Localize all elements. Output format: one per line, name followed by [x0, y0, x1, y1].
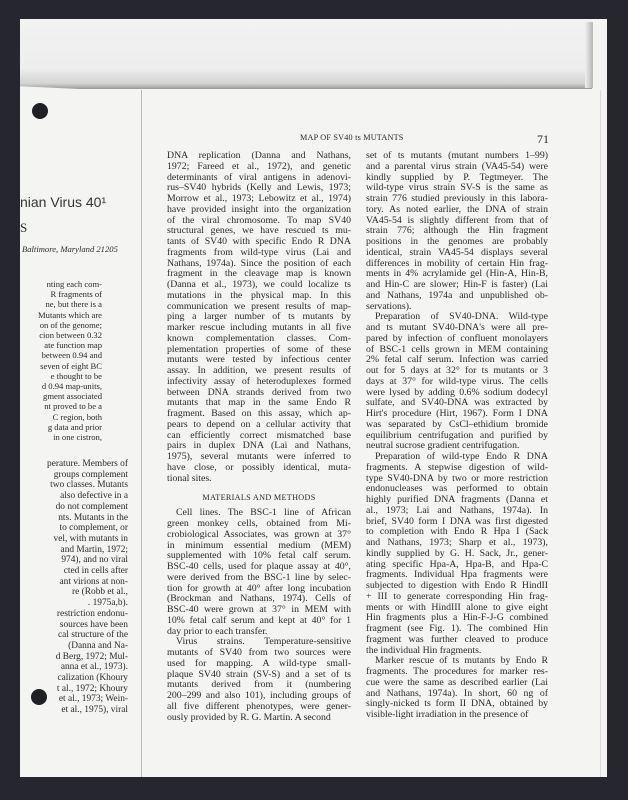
text-line: re (Robb et al.,: [72, 587, 128, 598]
text-line: e thought to be: [50, 370, 102, 381]
text-line: tory. As noted earlier, the DNA of strain: [366, 204, 548, 215]
text-line: d Berg, 1972; Mul-: [55, 651, 128, 662]
text-line: of BSC-1 cells grown in MEM containing: [366, 344, 548, 355]
text-line: 200–299 and also 101), including groups of: [167, 691, 351, 701]
text-line: 10% fetal calf serum and kept at 40° for 1: [167, 615, 351, 626]
text-line: out for 5 days at 32° for ts mutants or 3: [366, 366, 548, 376]
text-line: cal structure of the: [57, 630, 128, 641]
text-line: et al., 1975), viral: [61, 705, 128, 716]
text-line: Preparation of SV40-DNA. Wild-type: [375, 312, 548, 323]
text-line: Mutants which are: [38, 309, 102, 320]
text-line: nting each com-: [46, 279, 102, 289]
text-line: infectivity assay of heteroduplexes formed: [167, 376, 351, 387]
text-line: (Brockman and Nathans, 1974). Cells of: [167, 594, 351, 605]
text-line: wild-type virus strain SV-S is the same as: [366, 183, 548, 194]
text-line: Virus strains. Temperature-sensitive: [176, 637, 351, 648]
text-line: perature. Members of: [47, 459, 128, 469]
text-line: d 0.94 map-units,: [41, 381, 102, 392]
text-line: restriction endonu-: [56, 608, 128, 619]
text-line: ating specific Hpa-A, Hpa-B, and Hpa-C: [366, 559, 548, 570]
text-line: Preparation of wild-type Endo R DNA: [375, 452, 548, 462]
section-heading: MATERIALS AND METHODS: [202, 493, 316, 503]
text-line: ously provided by R. G. Martin. A second: [167, 712, 331, 723]
text-line: identical, strain VA45-54 displays several: [366, 247, 548, 258]
text-line: ate function map: [44, 340, 102, 351]
text-line: equilibrium centrifugation and purified by: [366, 430, 548, 441]
text-line: C region, both: [52, 411, 102, 422]
text-line: . 1975a,b).: [87, 598, 128, 609]
text-line: tants of SV40 with specific Endo R DNA: [167, 237, 351, 247]
text-line: Marker rescue of ts mutants by Endo R: [375, 656, 548, 667]
text-line: and Nathans, 1974a and unpublished ob-: [366, 290, 548, 301]
text-line: ments in 4% acrylamide gel (Hin-A, Hin-B,: [366, 269, 548, 280]
text-line: ments or with HindIII alone to give eight: [366, 602, 548, 613]
article-affiliation: Baltimore, Maryland 21205: [22, 244, 118, 254]
text-line: t al., 1972; Khoury: [56, 683, 128, 694]
text-line: Nathans, 1974a). Since the position of each: [167, 258, 351, 269]
text-line: strain 776; although the Hin fragment: [366, 226, 548, 237]
text-line: days at 37° for wild-type virus. The cells: [366, 376, 548, 387]
text-line: kindly supplied by P. Tegtmeyer. The: [366, 172, 548, 183]
text-line: Morrow et al., 1973; Lebowitz et al., 1974): [167, 194, 351, 204]
text-line: and Martin, 1972;: [60, 544, 128, 555]
text-line: to complement, or: [59, 523, 128, 534]
text-line: 1972; Fareed et al., 1972), and genetic: [167, 161, 351, 172]
text-line: of the viral chromosome. To map SV40: [167, 215, 351, 226]
text-line: and Nathans, 1974a). In short, 60 ng of: [366, 688, 548, 699]
article-authors: S: [20, 220, 28, 235]
text-line: pears to depend on a cellular activity that: [167, 419, 351, 430]
text-line: neutral sucrose gradient centrifugation.: [366, 441, 520, 452]
text-line: positions in the genomes are probably: [366, 237, 548, 247]
text-line: do not complement: [55, 501, 128, 512]
paragraph: [366, 151, 548, 312]
text-line: between DNA strands derived from two: [167, 387, 351, 398]
text-line: Hirt's procedure (Hirt, 1967). Form I DNA: [366, 409, 548, 419]
text-line: ne, but there is a: [45, 299, 102, 310]
text-column-2: [366, 151, 548, 721]
text-line: can efficiently correct mismatched base: [167, 430, 351, 441]
text-line: fragments. The procedures for marker res-: [366, 667, 548, 677]
text-line: were lysed by adding 0.6% sodium dodecyl: [366, 387, 548, 398]
text-line: two classes. Mutants: [50, 480, 128, 491]
text-line: nt proved to be a: [44, 401, 102, 412]
text-line: fragment in the cleavage map is known: [167, 269, 351, 280]
text-line: fragment. Based on this assay, which ap-: [167, 409, 351, 419]
text-line: Hin fragments plus a Hin-F-J-G combined: [366, 613, 548, 624]
text-line: fragments. Individual Hpa fragments were: [366, 570, 548, 581]
text-line: calization (Khoury: [57, 673, 128, 684]
text-line: mutants derived from it (numbering: [167, 680, 351, 691]
text-line: (Danna and Na-: [68, 640, 128, 651]
text-line: subjected to digestion with Endo R HindII: [366, 581, 548, 591]
text-line: sulfate, and SV40-DNA was extracted by: [366, 398, 548, 409]
book-gutter-fold: [141, 90, 142, 777]
text-line: cue were the same as described earlier (Lai: [366, 677, 548, 688]
text-line: crobiological Associates, was grown at 37°: [167, 529, 351, 540]
text-line: the individual Hin fragments.: [366, 645, 482, 656]
text-line: BSC-40 cells, used for plaque assay at 40°,: [167, 562, 351, 572]
text-line: R fragments of: [50, 289, 102, 300]
curled-sheet-edge: [585, 22, 593, 88]
text-line: mutants that map in the same Endo R: [167, 398, 351, 409]
paragraph: [366, 452, 548, 656]
text-line: fragment was further cleaved to produce: [366, 634, 548, 645]
text-line: pairs in duplex DNA (Lai and Nathans,: [167, 441, 351, 452]
text-column-1: [167, 151, 351, 723]
text-line: DNA replication (Danna and Nathans,: [167, 151, 351, 161]
text-line: gment associated: [43, 391, 102, 402]
text-line: pared by infection of confluent monolayers: [366, 333, 548, 344]
text-line: fragment (see Fig. 1). The combined Hin: [366, 624, 548, 634]
text-line: tion for growth at 40° after long incubation: [167, 583, 351, 594]
text-line: and ts mutant SV40-DNA's were all pre-: [366, 323, 548, 333]
text-line: mutants were tested by infectious center: [167, 355, 351, 366]
left-body-text: [47, 459, 128, 716]
text-line: in minimum essential medium (MEM): [167, 540, 351, 551]
text-line: used for mapping. A wild-type small-: [167, 658, 351, 669]
text-line: singly-nicked ts form II DNA, obtained by: [366, 699, 548, 710]
text-line: mutants of SV40 from two sources were: [167, 648, 351, 658]
text-line: al., 1973; Lai and Nathans, 1974a). In: [366, 505, 548, 516]
text-line: fragments from wild-type virus (Lai and: [167, 247, 351, 258]
text-line: to completion with Endo R Hpa I (Sack: [366, 527, 548, 538]
text-line: were derived from the BSC-1 line by selec-: [167, 572, 351, 583]
text-line: tional sites.: [167, 473, 212, 484]
text-line: marker rescue including mutants in all five: [167, 323, 351, 333]
text-line: assay. In addition, we present results of: [167, 366, 351, 376]
paragraph: [167, 151, 351, 484]
text-line: green monkey cells, obtained from Mi-: [167, 519, 351, 529]
text-line: vel, with mutants in: [53, 533, 128, 544]
text-line: type SV40-DNA by two or more restriction: [366, 473, 548, 484]
text-line: known complementation classes. Com-: [167, 333, 351, 344]
text-line: ant virions at non-: [59, 576, 128, 587]
text-line: 2% fetal calf serum. Infection was carried: [366, 355, 548, 366]
text-line: endonucleases was performed to obtain: [366, 484, 548, 495]
page-edge: [600, 90, 601, 777]
text-line: (Danna et al., 1973), we could localize ts: [167, 280, 351, 290]
paragraph: [167, 637, 351, 723]
text-line: was separated by CsCl–ethidium bromide: [366, 419, 548, 430]
text-line: fragments. A stepwise digestion of wild-: [366, 462, 548, 473]
text-line: kindly supplied by G. H. Sack, Jr., gener-: [366, 548, 548, 559]
text-line: et al., 1973; Wein-: [58, 694, 128, 705]
text-line: seven of eight BC: [40, 360, 102, 371]
text-line: on of the genome;: [39, 319, 102, 330]
text-line: nts. Mutants in the: [58, 512, 128, 523]
text-line: communication we present results of map-: [167, 301, 351, 312]
paragraph: [366, 312, 548, 452]
text-line: also defective in a: [60, 491, 128, 502]
text-line: have provided insight into the organization: [167, 204, 351, 215]
text-line: ping a larger number of ts mutants by: [167, 312, 351, 323]
text-line: visible-light irradiation in the presence of: [366, 710, 529, 720]
text-line: 1975), several mutants were inferred to: [167, 452, 351, 462]
text-line: rus–SV40 hybrids (Kelly and Lewis, 1973;: [167, 183, 351, 194]
text-line: have close, or possibly identical, muta-: [167, 462, 351, 473]
text-line: anna et al., 1973).: [60, 662, 128, 673]
text-line: differences in mobility of certain Hin frag-: [366, 258, 548, 269]
curled-sheet-shadow: [20, 19, 592, 89]
text-line: + III to generate corresponding Hin frag-: [366, 591, 548, 602]
text-line: strain 776 studied previously in this labora-: [366, 194, 548, 204]
punch-hole: [31, 689, 47, 705]
text-line: between 0.94 and: [41, 350, 102, 361]
text-line: day prior to each transfer.: [167, 626, 268, 637]
article-title: nian Virus 40¹: [20, 194, 107, 210]
text-line: VA45-54 is slightly different from that of: [366, 215, 548, 226]
text-line: in one cistron,: [53, 432, 102, 443]
punch-hole: [32, 103, 48, 119]
text-line: sources have been: [59, 619, 128, 630]
text-line: g data and prior: [47, 421, 102, 432]
running-head: MAP OF SV40 ts MUTANTS: [300, 133, 404, 142]
text-line: BSC-40 were grown at 37° in MEM with: [167, 605, 351, 615]
text-line: cted in cells after: [63, 566, 128, 577]
text-line: all five different phenotypes, were gener-: [167, 701, 351, 712]
text-line: groups complement: [53, 469, 128, 480]
text-line: supplemented with 10% fetal calf serum.: [167, 551, 351, 562]
left-page: [20, 180, 138, 740]
text-line: plementation properties of some of these: [167, 344, 351, 355]
text-line: cion between 0.32: [39, 330, 102, 341]
text-line: 974), and no viral: [61, 555, 128, 566]
abstract-text: [38, 279, 102, 442]
text-line: set of ts mutants (mutant numbers 1–99): [366, 151, 548, 161]
text-line: highly purified DNA fragments (Danna et: [366, 495, 548, 505]
paragraph: [167, 508, 351, 637]
text-line: structural genes, we have rescued ts mu-: [167, 226, 351, 237]
paragraph: [366, 656, 548, 721]
text-line: servations).: [366, 301, 412, 312]
text-line: determinants of viral antigens in adenovi-: [167, 172, 351, 183]
text-line: and Nathans, 1973; Sharp et al., 1973),: [366, 538, 548, 548]
text-line: brief, SV40 form I DNA was first digested: [366, 516, 548, 527]
text-line: and Hin-C are slower; Hin-F is faster) (Lai: [366, 280, 548, 290]
text-line: and a parental virus strain (VA45-54) were: [366, 161, 548, 172]
text-line: mutations in the physical map. In this: [167, 290, 351, 301]
text-line: Cell lines. The BSC-1 line of African: [176, 508, 351, 519]
text-line: plaque SV40 strain (SV-S) and a set of ts: [167, 669, 351, 680]
page-number: 71: [537, 132, 549, 146]
